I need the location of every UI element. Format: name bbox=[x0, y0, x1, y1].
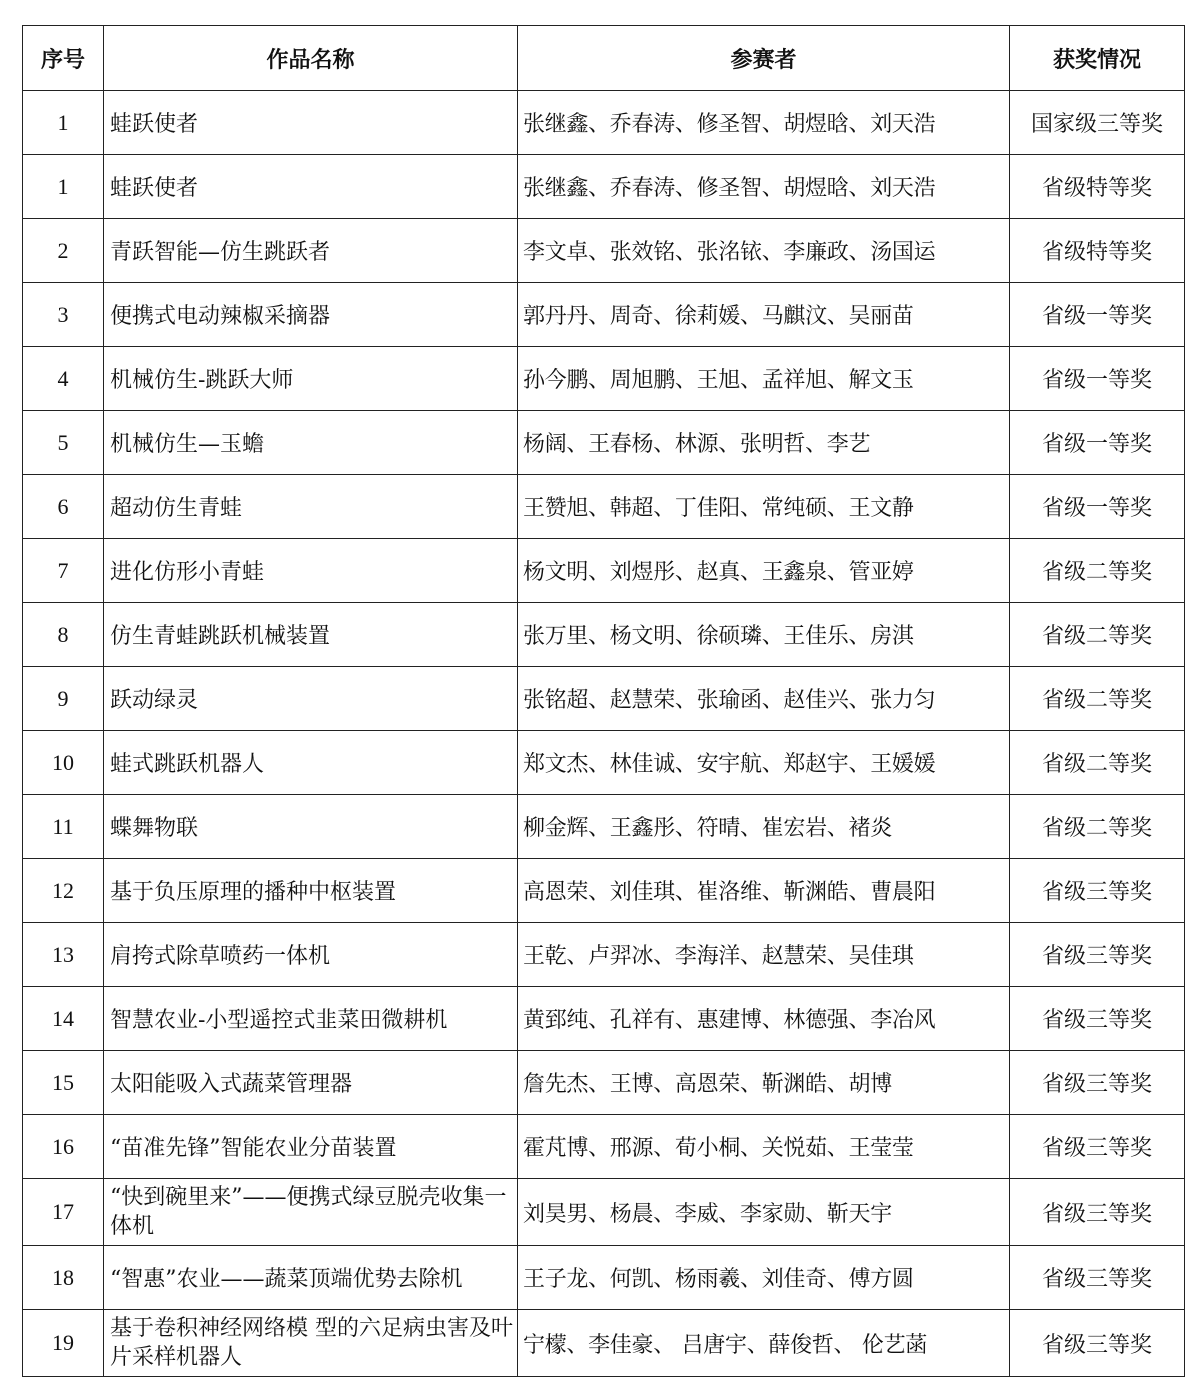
row-name: 青跃智能—仿生跳跃者 bbox=[104, 219, 518, 283]
row-participants: 张继鑫、乔春涛、修圣智、胡煜晗、刘天浩 bbox=[518, 155, 1010, 219]
awards-table bbox=[22, 25, 1185, 1377]
row-no: 4 bbox=[23, 347, 104, 411]
row-no: 13 bbox=[23, 923, 104, 987]
row-award: 省级三等奖 bbox=[1010, 1051, 1185, 1115]
row-name: 蛙跃使者 bbox=[104, 155, 518, 219]
row-participants: 柳金辉、王鑫彤、符晴、崔宏岩、褚炎 bbox=[518, 795, 1010, 859]
row-no: 16 bbox=[23, 1115, 104, 1179]
row-participants: 李文卓、张效铭、张洺铱、李廉政、汤国运 bbox=[518, 219, 1010, 283]
row-award: 省级三等奖 bbox=[1010, 1310, 1185, 1377]
row-award: 省级三等奖 bbox=[1010, 1246, 1185, 1310]
row-name: 机械仿生—玉蟾 bbox=[104, 411, 518, 475]
row-award: 省级特等奖 bbox=[1010, 219, 1185, 283]
row-no: 2 bbox=[23, 219, 104, 283]
table-row bbox=[23, 859, 1185, 923]
table-row bbox=[23, 987, 1185, 1051]
table-row bbox=[23, 1115, 1185, 1179]
row-award: 省级三等奖 bbox=[1010, 987, 1185, 1051]
table-row bbox=[23, 1246, 1185, 1310]
header-no: 序号 bbox=[23, 26, 104, 91]
table-row bbox=[23, 411, 1185, 475]
row-no: 5 bbox=[23, 411, 104, 475]
row-award: 省级二等奖 bbox=[1010, 795, 1185, 859]
row-name: 智慧农业-小型遥控式韭菜田微耕机 bbox=[104, 987, 518, 1051]
row-no: 1 bbox=[23, 155, 104, 219]
row-participants: 詹先杰、王博、高恩荣、靳渊皓、胡博 bbox=[518, 1051, 1010, 1115]
row-name: 太阳能吸入式蔬菜管理器 bbox=[104, 1051, 518, 1115]
row-participants: 宁檬、李佳豪、 吕唐宇、薛俊哲、 伦艺菡 bbox=[518, 1310, 1010, 1377]
row-award: 省级特等奖 bbox=[1010, 155, 1185, 219]
row-participants: 张铭超、赵慧荣、张瑜函、赵佳兴、张力匀 bbox=[518, 667, 1010, 731]
row-no: 14 bbox=[23, 987, 104, 1051]
row-no: 6 bbox=[23, 475, 104, 539]
row-award: 省级二等奖 bbox=[1010, 731, 1185, 795]
row-participants: 郑文杰、林佳诚、安宇航、郑赵宇、王媛媛 bbox=[518, 731, 1010, 795]
awards-sheet bbox=[22, 25, 1185, 1377]
row-name: 基于负压原理的播种中枢装置 bbox=[104, 859, 518, 923]
row-no: 1 bbox=[23, 91, 104, 155]
table-row bbox=[23, 1179, 1185, 1246]
table-row bbox=[23, 795, 1185, 859]
header-award: 获奖情况 bbox=[1010, 26, 1185, 91]
row-name: 蝶舞物联 bbox=[104, 795, 518, 859]
table-row bbox=[23, 1051, 1185, 1115]
row-participants: 高恩荣、刘佳琪、崔洛维、靳渊皓、曹晨阳 bbox=[518, 859, 1010, 923]
table-row bbox=[23, 1310, 1185, 1377]
row-participants: 张万里、杨文明、徐硕璘、王佳乐、房淇 bbox=[518, 603, 1010, 667]
row-name: “快到碗里来”——便携式绿豆脱壳收集一体机 bbox=[104, 1179, 518, 1246]
row-no: 3 bbox=[23, 283, 104, 347]
table-row bbox=[23, 923, 1185, 987]
row-name: 肩挎式除草喷药一体机 bbox=[104, 923, 518, 987]
row-participants: 霍芃博、邢源、荀小桐、关悦茹、王莹莹 bbox=[518, 1115, 1010, 1179]
row-award: 省级二等奖 bbox=[1010, 667, 1185, 731]
header-row bbox=[23, 26, 1185, 91]
row-no: 11 bbox=[23, 795, 104, 859]
row-name: 跃动绿灵 bbox=[104, 667, 518, 731]
row-award: 省级二等奖 bbox=[1010, 539, 1185, 603]
row-name: “智惠”农业——蔬菜顶端优势去除机 bbox=[104, 1246, 518, 1310]
row-participants: 黄郅纯、孔祥有、惠建博、林德强、李冶风 bbox=[518, 987, 1010, 1051]
row-participants: 刘昊男、杨晨、李威、李家勋、靳天宇 bbox=[518, 1179, 1010, 1246]
table-row bbox=[23, 475, 1185, 539]
table-row bbox=[23, 731, 1185, 795]
row-award: 省级三等奖 bbox=[1010, 859, 1185, 923]
row-participants: 王赞旭、韩超、丁佳阳、常纯硕、王文静 bbox=[518, 475, 1010, 539]
row-name: 便携式电动辣椒采摘器 bbox=[104, 283, 518, 347]
row-name: 基于卷积神经网络模 型的六足病虫害及叶 片采样机器人 bbox=[104, 1310, 518, 1377]
row-no: 18 bbox=[23, 1246, 104, 1310]
header-name: 作品名称 bbox=[104, 26, 518, 91]
row-award: 省级一等奖 bbox=[1010, 475, 1185, 539]
table-row bbox=[23, 603, 1185, 667]
table-row bbox=[23, 219, 1185, 283]
row-participants: 杨阔、王春杨、林源、张明哲、李艺 bbox=[518, 411, 1010, 475]
table-row bbox=[23, 91, 1185, 155]
row-award: 省级三等奖 bbox=[1010, 923, 1185, 987]
row-award: 省级一等奖 bbox=[1010, 411, 1185, 475]
row-no: 19 bbox=[23, 1310, 104, 1377]
row-no: 8 bbox=[23, 603, 104, 667]
row-award: 省级三等奖 bbox=[1010, 1179, 1185, 1246]
row-name: 仿生青蛙跳跃机械装置 bbox=[104, 603, 518, 667]
row-no: 17 bbox=[23, 1179, 104, 1246]
table-row bbox=[23, 283, 1185, 347]
row-name: 蛙式跳跃机器人 bbox=[104, 731, 518, 795]
row-award: 省级一等奖 bbox=[1010, 283, 1185, 347]
row-name: 蛙跃使者 bbox=[104, 91, 518, 155]
row-no: 12 bbox=[23, 859, 104, 923]
row-no: 9 bbox=[23, 667, 104, 731]
row-participants: 王乾、卢羿冰、李海洋、赵慧荣、吴佳琪 bbox=[518, 923, 1010, 987]
table-row bbox=[23, 539, 1185, 603]
row-name: 超动仿生青蛙 bbox=[104, 475, 518, 539]
row-name: “苗准先锋”智能农业分苗装置 bbox=[104, 1115, 518, 1179]
table-row bbox=[23, 155, 1185, 219]
table-row bbox=[23, 347, 1185, 411]
row-participants: 孙今鹏、周旭鹏、王旭、孟祥旭、解文玉 bbox=[518, 347, 1010, 411]
row-no: 15 bbox=[23, 1051, 104, 1115]
row-name: 机械仿生-跳跃大师 bbox=[104, 347, 518, 411]
row-no: 10 bbox=[23, 731, 104, 795]
row-award: 省级三等奖 bbox=[1010, 1115, 1185, 1179]
table-body bbox=[23, 91, 1185, 1377]
row-name: 进化仿形小青蛙 bbox=[104, 539, 518, 603]
row-award: 省级一等奖 bbox=[1010, 347, 1185, 411]
row-participants: 郭丹丹、周奇、徐莉媛、马麒汶、吴丽苗 bbox=[518, 283, 1010, 347]
row-participants: 张继鑫、乔春涛、修圣智、胡煜晗、刘天浩 bbox=[518, 91, 1010, 155]
row-participants: 王子龙、何凯、杨雨羲、刘佳奇、傅方圆 bbox=[518, 1246, 1010, 1310]
row-award: 国家级三等奖 bbox=[1010, 91, 1185, 155]
row-participants: 杨文明、刘煜彤、赵真、王鑫泉、管亚婷 bbox=[518, 539, 1010, 603]
table-row bbox=[23, 667, 1185, 731]
row-no: 7 bbox=[23, 539, 104, 603]
header-participants: 参赛者 bbox=[518, 26, 1010, 91]
row-award: 省级二等奖 bbox=[1010, 603, 1185, 667]
